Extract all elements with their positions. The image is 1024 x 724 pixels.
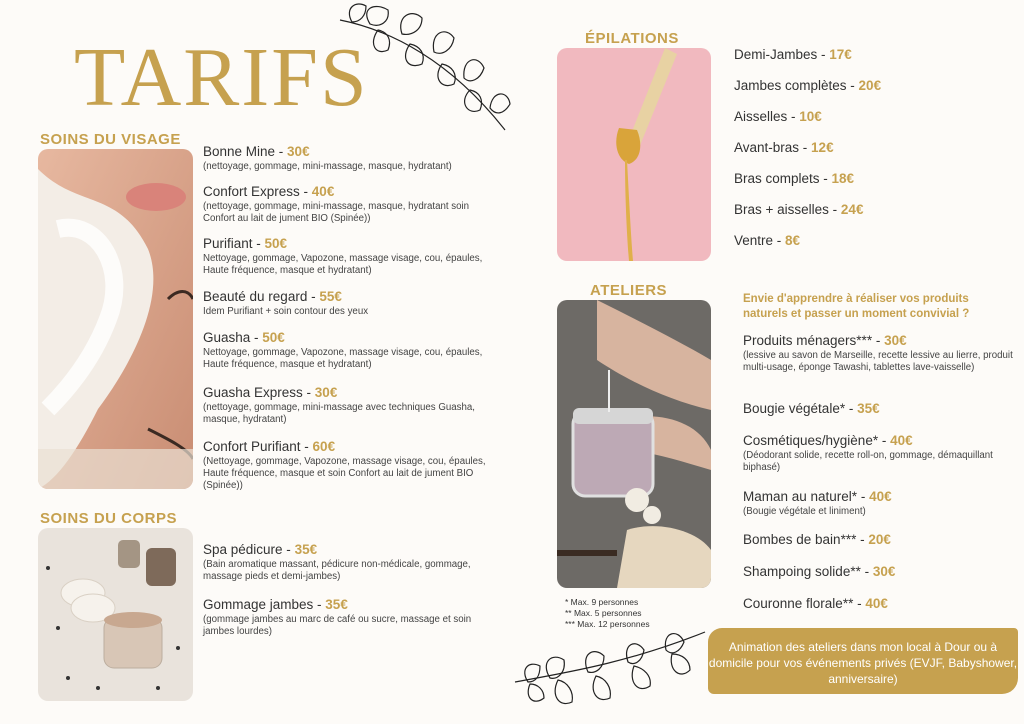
epilation-photo xyxy=(557,48,711,261)
atelier-item: Bougie végétale* - 35€ xyxy=(743,401,880,416)
epilation-item: Demi-Jambes - 17€ xyxy=(734,47,852,62)
atelier-photo xyxy=(557,300,711,588)
leaf-branch-top-icon xyxy=(330,0,520,135)
price: 10€ xyxy=(799,109,822,124)
price: 35€ xyxy=(325,597,348,612)
visage-item: Bonne Mine - 30€ (nettoyage, gommage, mini-massage, masque, hydratant) xyxy=(203,144,452,172)
visage-item: Beauté du regard - 55€ Idem Purifiant + soin contour des yeux xyxy=(203,289,369,317)
visage-item: Confort Purifiant - 60€ (Nettoyage, gommage, Vapozone, massage visage, cou, épaules, Haute fréquence, masque et soin Confort au lait de jument BIO (Spinée)) xyxy=(203,439,486,491)
price: 8€ xyxy=(785,233,801,248)
leaf-branch-bottom-icon xyxy=(510,622,710,722)
atelier-item: Maman au naturel* - 40€ (Bougie végétale et liniment) xyxy=(743,489,892,517)
price: 40€ xyxy=(311,184,335,199)
ateliers-heading: ATELIERS xyxy=(590,282,668,299)
corps-heading: SOINS DU CORPS xyxy=(40,510,178,527)
ateliers-intro: Envie d'apprendre à réaliser vos produits naturels et passer un moment convivial ? xyxy=(743,293,970,320)
corps-photo xyxy=(38,528,193,701)
atelier-item: Couronne florale** - 40€ xyxy=(743,596,888,611)
visage-item: Confort Express - 40€ (nettoyage, gommage, mini-massage, masque, hydratant soin Confort au lait de jument BIO (Spinée)) xyxy=(203,184,470,224)
epilation-item: Jambes complètes - 20€ xyxy=(734,78,882,93)
atelier-legend: * Max. 9 personnes ** Max. 5 personnes *** Max. 12 personnes xyxy=(565,597,650,629)
price: 50€ xyxy=(264,236,288,251)
price: 40€ xyxy=(890,433,913,448)
epilations-heading: ÉPILATIONS xyxy=(585,30,679,47)
visage-item: Guasha - 50€ Nettoyage, gommage, Vapozone, massage visage, cou, épaules, Haute fréquence, masque et hydratant) xyxy=(203,330,483,370)
price: 30€ xyxy=(287,144,310,159)
price: 20€ xyxy=(858,78,882,93)
price: 50€ xyxy=(262,330,285,345)
price: 30€ xyxy=(884,333,907,348)
price: 20€ xyxy=(868,532,891,547)
atelier-item: Shampoing solide** - 30€ xyxy=(743,564,896,579)
epilation-item: Ventre - 8€ xyxy=(734,233,801,248)
epilation-item: Aisselles - 10€ xyxy=(734,109,822,124)
price: 55€ xyxy=(319,289,342,304)
price: 30€ xyxy=(314,385,338,400)
corps-item: Gommage jambes - 35€ (gommage jambes au marc de café ou sucre, massage et soin jambes lourdes) xyxy=(203,597,472,637)
price: 12€ xyxy=(811,140,834,155)
epilation-item: Avant-bras - 12€ xyxy=(734,140,834,155)
corps-item: Spa pédicure - 35€ (Bain aromatique massant, pédicure non-médicale, gommage, massage pieds et demi-jambes) xyxy=(203,542,471,582)
page-title: TARIFS xyxy=(74,31,369,124)
atelier-item: Produits ménagers*** - 30€ (lessive au savon de Marseille, recette lessive au lierre, produit multi-usage, éponge Tawashi, tablettes lave-vaisselle) xyxy=(743,333,1013,373)
visage-heading: SOINS DU VISAGE xyxy=(40,131,181,148)
atelier-item: Cosmétiques/hygiène* - 40€ (Déodorant solide, recette roll-on, gommage, démaquillant biphasé) xyxy=(743,433,993,473)
visage-item: Guasha Express - 30€ (nettoyage, gommage, mini-massage avec techniques Guasha, masque, hydratant) xyxy=(203,385,475,425)
price: 24€ xyxy=(840,202,864,217)
epilation-item: Bras + aisselles - 24€ xyxy=(734,202,864,217)
price: 60€ xyxy=(312,439,336,454)
atelier-item: Bombes de bain*** - 20€ xyxy=(743,532,891,547)
price: 18€ xyxy=(831,171,855,186)
visage-item: Purifiant - 50€ Nettoyage, gommage, Vapozone, massage visage, cou, épaules, Haute fréquence, masque et hydratant) xyxy=(203,236,483,276)
price: 17€ xyxy=(829,47,852,62)
price: 30€ xyxy=(872,564,896,579)
price: 35€ xyxy=(294,542,318,557)
price: 40€ xyxy=(865,596,888,611)
price: 40€ xyxy=(869,489,892,504)
ateliers-banner: Animation des ateliers dans mon local à Dour ou à domicile pour vos événements privés (EVJF, Babyshower, anniversaire) xyxy=(708,628,1018,694)
price: 35€ xyxy=(857,401,880,416)
visage-photo xyxy=(38,149,193,489)
epilation-item: Bras complets - 18€ xyxy=(734,171,855,186)
